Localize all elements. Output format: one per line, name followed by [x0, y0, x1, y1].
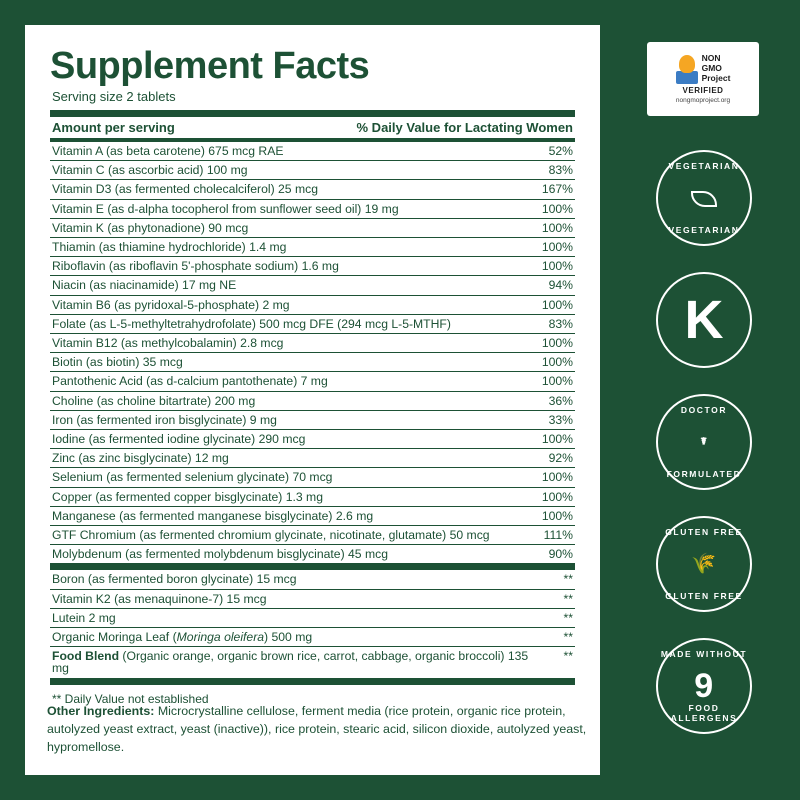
- divider-thick-mid: [50, 563, 575, 570]
- nutrient-name: Vitamin K2 (as menaquinone-7) 15 mcg: [52, 591, 267, 606]
- nutrient-name: Molybdenum (as fermented molybdenum bisglycinate) 45 mcg: [52, 547, 388, 562]
- nutrient-rows: [50, 142, 575, 563]
- non-gmo-verified-text: VERIFIED: [682, 86, 724, 95]
- other-ingredients: [47, 703, 587, 757]
- table-row: [50, 315, 575, 334]
- allergen-free-badge: [649, 638, 759, 734]
- other-nutrient-rows: [50, 570, 575, 677]
- table-row: [50, 590, 575, 609]
- table-row: [50, 647, 575, 677]
- nutrient-name: Vitamin C (as ascorbic acid) 100 mg: [52, 163, 248, 178]
- nutrient-name: Biotin (as biotin) 35 mcg: [52, 355, 183, 370]
- daily-value: 100%: [541, 508, 573, 523]
- table-row: [50, 545, 575, 563]
- nutrient-name: Lutein 2 mg: [52, 610, 116, 625]
- allergen-top-text: MADE WITHOUT: [660, 649, 748, 659]
- nutrient-name: Food Blend (Organic orange, organic brown rice, carrot, cabbage, organic broccoli) 135 mg: [52, 649, 529, 676]
- daily-value: 100%: [541, 297, 573, 312]
- wheat-icon: 🌾: [691, 553, 717, 575]
- non-gmo-line2: GMO: [701, 63, 722, 74]
- supplement-facts-table: [50, 47, 575, 706]
- table-row: [50, 628, 575, 647]
- table-row: [50, 392, 575, 411]
- non-gmo-line3: Project: [701, 72, 731, 83]
- table-row: [50, 468, 575, 487]
- column-header-daily-value: % Daily Value for Lactating Women: [356, 120, 573, 135]
- nutrient-name: Niacin (as niacinamide) 17 mg NE: [52, 278, 237, 293]
- nutrient-name: Boron (as fermented boron glycinate) 15 mcg: [52, 572, 297, 587]
- daily-value: 36%: [548, 393, 573, 408]
- allergen-count: 9: [694, 667, 714, 705]
- certification-badges: [625, 0, 800, 800]
- daily-value: 100%: [541, 201, 573, 216]
- nutrient-name: Vitamin B12 (as methylcobalamin) 2.8 mcg: [52, 336, 284, 351]
- daily-value-footnote: ** Daily Value not established: [52, 691, 209, 706]
- divider-thick-bottom: [50, 678, 575, 685]
- daily-value: 100%: [541, 259, 573, 274]
- doctor-formulated-badge: [649, 394, 759, 490]
- table-row: [50, 161, 575, 180]
- nutrient-name: Zinc (as zinc bisglycinate) 12 mg: [52, 451, 229, 466]
- non-gmo-line1: NON: [701, 53, 721, 64]
- other-ingredients-label: Other Ingredients:: [47, 704, 155, 718]
- divider-thick-top: [50, 110, 575, 117]
- daily-value: 33%: [548, 412, 573, 427]
- daily-value: 100%: [541, 374, 573, 389]
- supplement-facts-panel: [25, 25, 600, 775]
- table-row: [50, 200, 575, 219]
- daily-value: 100%: [541, 470, 573, 485]
- vegetarian-bottom-text: VEGETARIAN: [668, 225, 740, 235]
- nutrient-name: Folate (as L-5-methyltetrahydrofolate) 500 mcg DFE (294 mcg L-5-MTHF): [52, 316, 451, 331]
- table-row: [50, 276, 575, 295]
- daily-value: **: [563, 630, 573, 645]
- table-row: [50, 570, 575, 589]
- table-row: [50, 507, 575, 526]
- daily-value: 92%: [548, 451, 573, 466]
- daily-value: 83%: [548, 163, 573, 178]
- table-row: [50, 488, 575, 507]
- vegetarian-badge: [649, 150, 759, 246]
- vegetarian-top-text: VEGETARIAN: [668, 161, 740, 171]
- daily-value: 100%: [541, 489, 573, 504]
- nutrient-name: Vitamin D3 (as fermented cholecalciferol) 25 mcg: [52, 182, 318, 197]
- kosher-k-icon: K: [684, 290, 724, 350]
- nutrient-name: Choline (as choline bitartrate) 200 mg: [52, 393, 256, 408]
- kosher-badge: [649, 272, 759, 368]
- gluten-free-bottom-text: GLUTEN FREE: [665, 591, 743, 601]
- nutrient-name: GTF Chromium (as fermented chromium glycinate, nicotinate, glutamate) 50 mcg: [52, 528, 490, 543]
- daily-value: 100%: [541, 432, 573, 447]
- table-row: [50, 609, 575, 628]
- daily-value: **: [563, 591, 573, 606]
- nutrient-name: Copper (as fermented copper bisglycinate) 1.3 mg: [52, 489, 323, 504]
- nutrient-name: Riboflavin (as riboflavin 5'-phosphate sodium) 1.6 mg: [52, 259, 339, 274]
- table-row: [50, 353, 575, 372]
- allergen-bottom-text: FOOD ALLERGENS: [670, 703, 738, 723]
- daily-value: 100%: [541, 240, 573, 255]
- caduceus-icon: ☤: [700, 436, 708, 448]
- daily-value: 94%: [548, 278, 573, 293]
- gluten-free-badge: [649, 516, 759, 612]
- non-gmo-verified-badge: [647, 42, 759, 116]
- other-ingredients-text: Microcrystalline cellulose, ferment media (rice protein, organic rice protein, autolyzed yeast extract, yeast (inactive)), rice protein, stearic acid, silicon dioxide, autolyzed yeast, hypromellose.: [47, 704, 587, 754]
- daily-value: 100%: [541, 355, 573, 370]
- non-gmo-url: nongmoproject.org: [675, 97, 731, 104]
- table-row: [50, 180, 575, 199]
- table-row: [50, 449, 575, 468]
- daily-value: 111%: [543, 528, 573, 543]
- doctor-top-text: DOCTOR: [680, 405, 728, 415]
- daily-value: 52%: [548, 144, 573, 158]
- butterfly-icon: [676, 54, 698, 84]
- column-header-amount: Amount per serving: [52, 120, 175, 135]
- nutrient-name: Iron (as fermented iron bisglycinate) 9 mg: [52, 412, 277, 427]
- page-title: Supplement Facts: [50, 45, 370, 87]
- table-row: [50, 372, 575, 391]
- leaf-icon: [658, 189, 750, 207]
- nutrient-name: Vitamin B6 (as pyridoxal-5-phosphate) 2 mg: [52, 297, 290, 312]
- daily-value: **: [563, 649, 573, 664]
- nutrient-name: Pantothenic Acid (as d-calcium pantothenate) 7 mg: [52, 374, 328, 389]
- table-row: [50, 257, 575, 276]
- daily-value: **: [563, 572, 573, 587]
- nutrient-name: Selenium (as fermented selenium glycinate) 70 mcg: [52, 470, 333, 485]
- daily-value: 167%: [541, 182, 573, 197]
- table-row: [50, 142, 575, 161]
- table-row: [50, 411, 575, 430]
- nutrient-name: Vitamin K (as phytonadione) 90 mcg: [52, 220, 249, 235]
- daily-value: 100%: [541, 336, 573, 351]
- table-row: [50, 334, 575, 353]
- daily-value: 90%: [548, 547, 573, 562]
- nutrient-name: Vitamin E (as d-alpha tocopherol from sunflower seed oil) 19 mg: [52, 201, 399, 216]
- nutrient-name: Organic Moringa Leaf (Moringa oleifera) 500 mg: [52, 630, 313, 645]
- table-row: [50, 296, 575, 315]
- nutrient-name: Iodine (as fermented iodine glycinate) 290 mcg: [52, 432, 306, 447]
- nutrient-name: Thiamin (as thiamine hydrochloride) 1.4 mg: [52, 240, 287, 255]
- table-row: [50, 219, 575, 238]
- serving-size: Serving size 2 tablets: [52, 89, 176, 104]
- daily-value: **: [563, 610, 573, 625]
- daily-value: 83%: [548, 316, 573, 331]
- nutrient-name: Manganese (as fermented manganese bisglycinate) 2.6 mg: [52, 508, 374, 523]
- table-row: [50, 430, 575, 449]
- table-row: [50, 526, 575, 545]
- gluten-free-top-text: GLUTEN FREE: [665, 527, 743, 537]
- table-header: [50, 117, 575, 138]
- daily-value: 100%: [541, 220, 573, 235]
- doctor-bottom-text: FORMULATED: [666, 469, 742, 479]
- table-row: [50, 238, 575, 257]
- nutrient-name: Vitamin A (as beta carotene) 675 mcg RAE: [52, 144, 284, 158]
